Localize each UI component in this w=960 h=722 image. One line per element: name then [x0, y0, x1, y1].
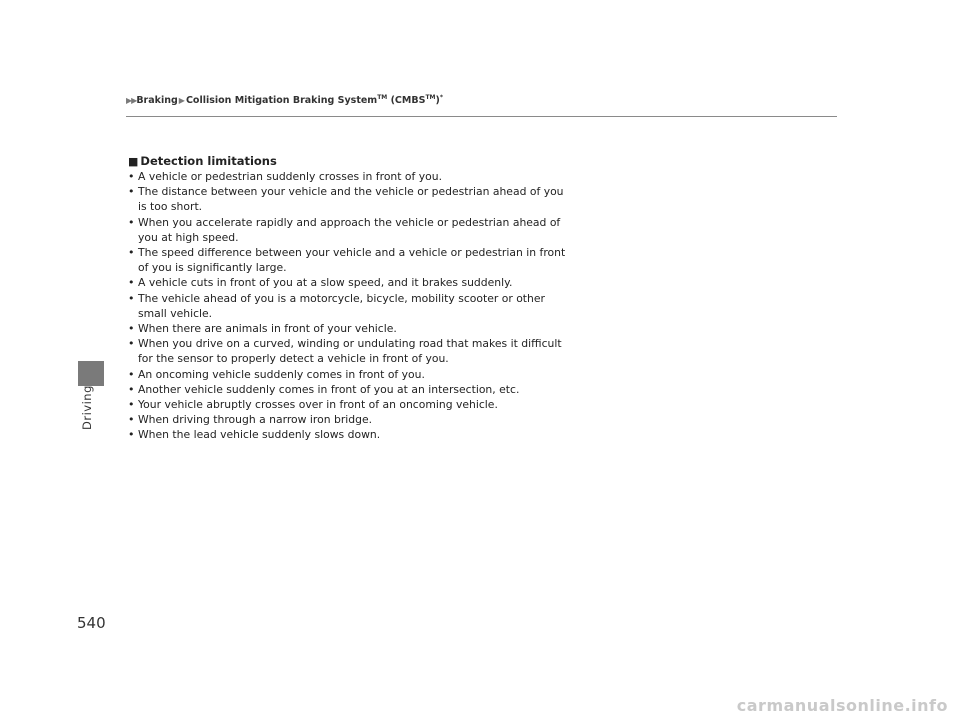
asterisk-mark: *	[439, 94, 444, 101]
breadcrumb-separator-icon: ▶	[178, 96, 185, 106]
list-item: • The speed difference between your vehicle and a vehicle or pedestrian in front of you is significantly large.	[128, 245, 568, 275]
list-item: • The vehicle ahead of you is a motorcycle, bicycle, mobility scooter or other small vehicle.	[128, 291, 568, 321]
list-item: • When you drive on a curved, winding or undulating road that makes it difficult for the sensor to properly detect a vehicle in front of you.	[128, 336, 568, 366]
chapter-tab-label: Driving	[80, 385, 94, 430]
list-item: • When the lead vehicle suddenly slows down.	[128, 427, 568, 442]
breadcrumb-arrow-icon: ▶▶	[126, 96, 137, 106]
list-item: • A vehicle or pedestrian suddenly crosses in front of you.	[128, 169, 568, 184]
list-item: • Your vehicle abruptly crosses over in front of an oncoming vehicle.	[128, 397, 568, 412]
section-title-text: Detection limitations	[140, 154, 277, 168]
page-number: 540	[77, 614, 106, 632]
breadcrumb	[126, 94, 443, 106]
list-item: • When you accelerate rapidly and approach the vehicle or pedestrian ahead of you at high speed.	[128, 215, 568, 245]
list-item: • An oncoming vehicle suddenly comes in front of you.	[128, 367, 568, 382]
section-heading	[128, 154, 568, 168]
list-item: • Another vehicle suddenly comes in front of you at an intersection, etc.	[128, 382, 568, 397]
header-rule	[126, 116, 837, 117]
watermark: carmanualsonline.info	[736, 696, 948, 715]
breadcrumb-item-braking[interactable]: Braking	[136, 95, 178, 107]
list-item: • When driving through a narrow iron bridge.	[128, 412, 568, 427]
square-bullet-icon: ■	[128, 155, 139, 168]
main-content	[128, 154, 568, 443]
list-item: • When there are animals in front of your vehicle.	[128, 321, 568, 336]
chapter-tab-marker	[78, 361, 104, 386]
list-item: • The distance between your vehicle and the vehicle or pedestrian ahead of you is too short.	[128, 184, 568, 214]
breadcrumb-cmbs-abbrev: (CMBS	[387, 95, 426, 107]
breadcrumb-cmbs-close: )	[435, 95, 440, 107]
breadcrumb-item-cmbs[interactable]	[186, 95, 443, 106]
list-item: • A vehicle cuts in front of you at a slow speed, and it brakes suddenly.	[128, 275, 568, 290]
breadcrumb-cmbs-label: Collision Mitigation Braking System	[185, 95, 378, 107]
limitations-list	[128, 169, 568, 443]
trademark-mark: TM	[377, 94, 388, 101]
trademark-mark: TM	[425, 94, 436, 101]
